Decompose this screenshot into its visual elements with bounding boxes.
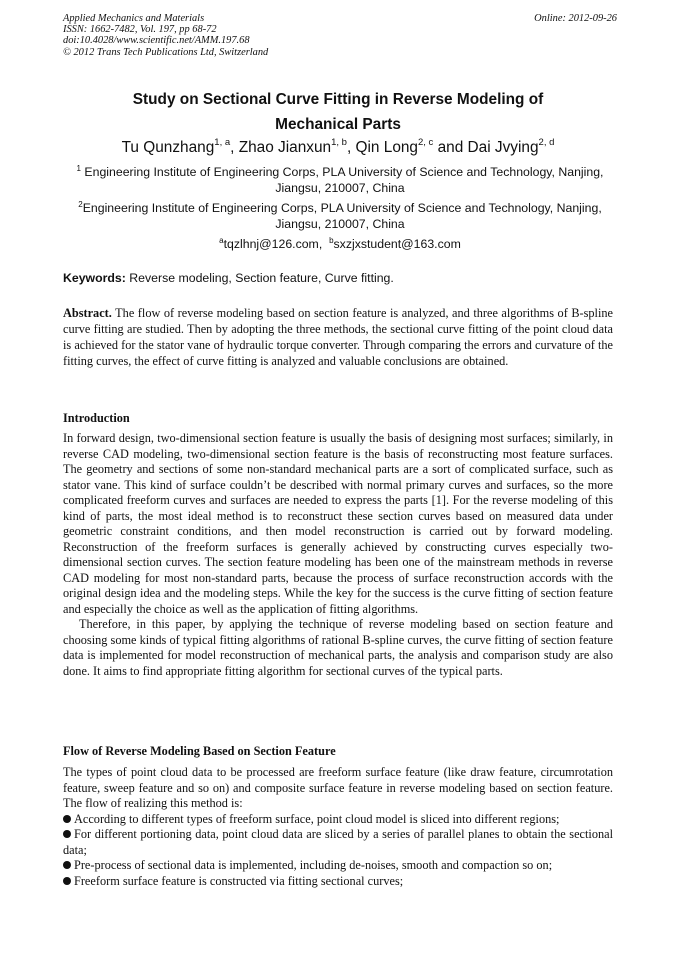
flow-body	[63, 765, 613, 889]
title-line-2: Mechanical Parts	[275, 116, 401, 133]
affiliation-text: Engineering Institute of Engineering Corps, PLA University of Science and Technology, Nanjing,	[82, 201, 602, 215]
email-sup: b	[329, 236, 334, 245]
keywords-label: Keywords:	[63, 271, 126, 285]
email-address: tqzlhnj@126.com	[223, 237, 319, 251]
abstract	[63, 305, 613, 369]
keywords	[63, 270, 617, 286]
list-item	[63, 874, 613, 890]
author-name: Tu Qunzhang	[121, 139, 215, 156]
author-affil-sup: 1, a	[214, 137, 231, 148]
author-separator: and	[433, 139, 468, 156]
list-item-text: Freeform surface feature is constructed via fitting sectional curves;	[74, 873, 404, 888]
journal-doi: doi:10.4028/www.scientific.net/AMM.197.68	[63, 35, 250, 47]
keywords-text: Reverse modeling, Section feature, Curve fitting.	[129, 271, 394, 285]
author-affil-sup: 2, c	[418, 137, 434, 148]
author-separator: ,	[346, 139, 356, 156]
author-name: Qin Long	[355, 139, 418, 156]
email-sup: a	[219, 236, 224, 245]
email-address: sxzjxstudent@163.com	[333, 237, 461, 251]
list-item-text: Pre-process of sectional data is implemented, including de-noises, smooth and compaction so on;	[74, 858, 553, 872]
paper-title	[63, 87, 613, 137]
affiliation-number: 2	[78, 200, 83, 209]
flow-steps-list	[63, 812, 613, 890]
author-list	[63, 138, 613, 158]
bullet-icon	[63, 830, 71, 838]
author-separator: ,	[230, 139, 239, 156]
affiliation-number: 1	[76, 164, 81, 173]
online-date: Online: 2012-09-26	[534, 13, 617, 24]
affiliation-1	[63, 164, 617, 196]
author-affil-sup: 2, d	[538, 137, 555, 148]
list-item	[63, 858, 613, 874]
flow-heading: Flow of Reverse Modeling Based on Section Feature	[63, 744, 336, 758]
abstract-text: The flow of reverse modeling based on section feature is analyzed, and three algorithms of B-spline curve fitting are studied. Then by adopting the three methods, the sectional curve fitting of the point cloud data is achieved for the stator vane of hydraulic torque converter. Through comparing the errors and curvature of the fitting curves, the effect of curve fitting is analyzed and valuable conclusions are obtained.	[63, 306, 613, 369]
bullet-icon	[63, 861, 71, 869]
list-item-text: For different portioning data, point cloud data are sliced by a series of parallel planes to obtain the sectional data;	[63, 827, 613, 857]
affiliation-text: Jiangsu, 210007, China	[275, 181, 405, 195]
author-name: Zhao Jianxun	[238, 139, 332, 156]
title-line-1: Study on Sectional Curve Fitting in Reverse Modeling of	[132, 91, 544, 108]
journal-issn: ISSN: 1662-7482, Vol. 197, pp 68-72	[63, 24, 217, 36]
paragraph: Therefore, in this paper, by applying the technique of reverse modeling based on section feature and choosing some kinds of typical fitting algorithms of rational B-spline curves, the curve fitting of section feature data is implemented for model reconstruction of mechanical parts, the analysis and comparison study are also done. It aims to find appropriate fitting algorithm for sectional curves of the typical parts.	[63, 617, 613, 678]
paragraph: The types of point cloud data to be processed are freeform surface feature (like draw feature, circumrotation feature, sweep feature and so on) and composite surface feature in reverse modeling based on section feature. The flow of realizing this method is:	[63, 765, 613, 810]
bullet-icon	[63, 877, 71, 885]
list-item	[63, 812, 613, 828]
journal-header	[63, 13, 617, 58]
journal-copyright: © 2012 Trans Tech Publications Ltd, Switzerland	[63, 46, 269, 58]
introduction-body	[63, 431, 613, 679]
list-item-text: According to different types of freeform surface, point cloud model is sliced into different regions;	[74, 811, 560, 826]
author-name: Dai Jvying	[467, 139, 539, 156]
affiliation-text: Jiangsu, 210007, China	[275, 217, 405, 231]
abstract-label: Abstract.	[63, 306, 112, 320]
list-item	[63, 827, 613, 858]
author-emails: $^a$tqzlhnj@126.com, $^b$sxzjxstudent@163.com	[219, 236, 461, 251]
paragraph: In forward design, two-dimensional section feature is usually the basis of designing most surfaces; similarly, in reverse CAD modeling, two-dimensional section feature is the basis of reconstructing most feature surfaces. The geometry and sections of some non-standard mechanical parts are a sort of complicated surface, such as stator vane. This kind of surface couldn’t be described with normal primary curves and surfaces, so the more complicated freeform curves and surfaces are needed to express the parts [1]. For the reverse modeling of this kind of parts, the most ideal method is to reconstruct these section curves based on measured data under geometric constraint conditions, and then model reconstruction is carried out by forward modeling. Reconstruction of the freeform surfaces is generally achieved by constructing curves especially two-dimensional section curves. The section feature modeling has been one of the mainstream methods in reverse CAD modeling for most non-standard parts, because the process of surface reconstruction accords with the original design idea and the modeling steps. While the key for the success is the curve fitting of section feature and especially the choice as well as the application of fitting algorithms.	[63, 431, 613, 616]
journal-name: Applied Mechanics and Materials	[63, 13, 205, 24]
affiliation-text: Engineering Institute of Engineering Corps, PLA University of Science and Technology, Nanjing,	[84, 165, 604, 179]
introduction-heading: Introduction	[63, 411, 130, 425]
bullet-icon	[63, 815, 71, 823]
affiliation-2	[63, 200, 617, 232]
author-affil-sup: 1, b	[331, 137, 347, 148]
